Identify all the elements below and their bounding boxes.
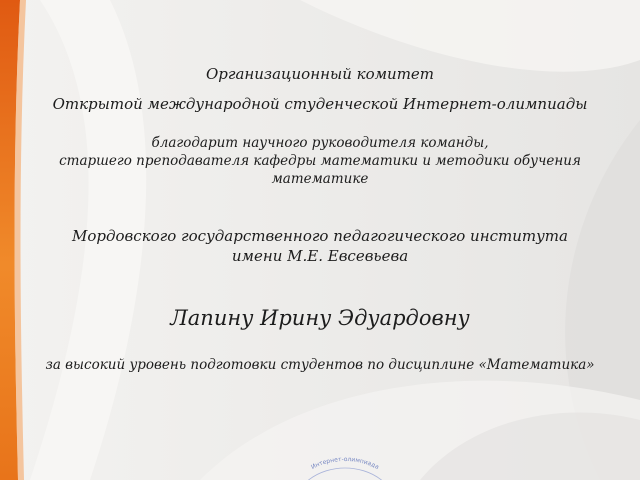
institute-name [0, 226, 640, 267]
committee-title [0, 64, 640, 84]
thanks-line: математике [271, 171, 369, 188]
institute-line: Мордовского государственного педагогического института [72, 227, 568, 245]
olympiad-name [0, 94, 640, 114]
recipient-text: Лапину Ирину Эдуардовну [170, 306, 470, 330]
institute-line: имени М.Е. Евсевьева [231, 247, 409, 266]
recipient-name [0, 304, 640, 332]
award-reason [0, 356, 640, 374]
thanks-line: благодарит научного руководителя команды, [151, 135, 489, 151]
thanks-paragraph [0, 134, 640, 189]
svg-text:Интернет-олимпиада [310, 456, 380, 471]
thanks-line: старшего преподавателя кафедры математики и методики обучения [59, 153, 581, 170]
committee-text: Организационный комитет [205, 65, 435, 83]
olympiad-text: Открытой международной студенческой Интернет-олимпиады [52, 95, 588, 113]
olympiad-seal-logo [280, 448, 410, 480]
seal-text: Интернет-олимпиада [310, 455, 381, 471]
reason-text: за высокий уровень подготовки студентов по дисциплине «Математика» [45, 357, 595, 373]
